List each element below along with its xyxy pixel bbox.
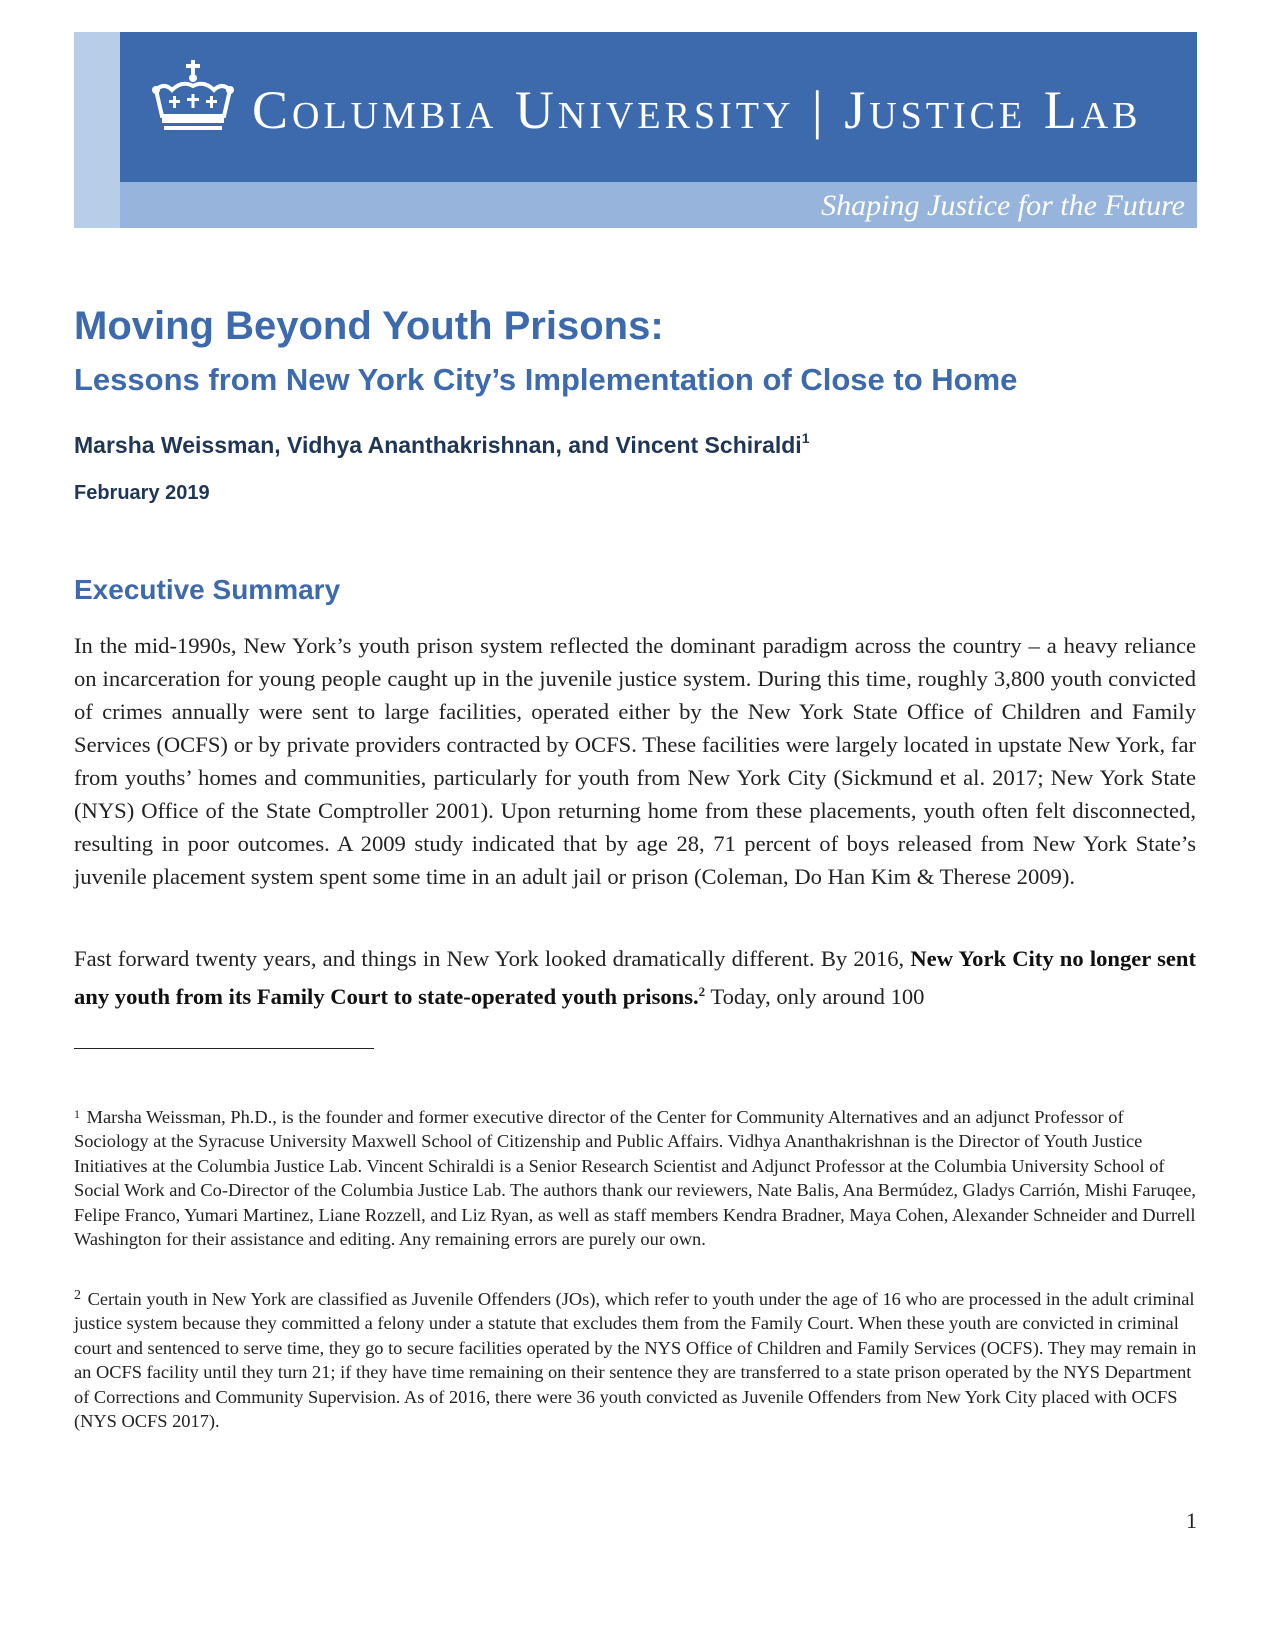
body-paragraph-1: In the mid-1990s, New York’s youth prison system reflected the dominant paradigm across the country – a heavy reliance on incarceration for young people caught up in the juvenile justice system. During this time, roughly 3,800 youth convicted of crimes annually were sent to large facilities, operated either by the New York State Office of Children and Family Services (OCFS) or by private providers contracted by OCFS. These facilities were largely located in upstate New York, far from youths’ homes and communities, particularly for youth from New York City (Sickmund et al. 2017; New York State (NYS) Office of the State Comptroller 2001). Upon returning home from these placements, youth often felt disconnected, resulting in poor outcomes. A 2009 study indicated that by age 28, 71 percent of boys released from New York State’s juvenile placement system spent some time in an adult jail or prison (Coleman, Do Han Kim & Therese 2009). [74, 633, 1196, 889]
footnote-2-number: 2 [74, 1288, 81, 1303]
footnote-ref-1[interactable]: 1 [801, 430, 810, 446]
paragraph2-text-start: Fast forward twenty years, and things in New York looked dramatically different. By 2016, [74, 946, 911, 971]
publication-date: February 2019 [74, 482, 210, 504]
document-title: Moving Beyond Youth Prisons: [74, 304, 664, 348]
footnote-1-number: 1 [74, 1107, 80, 1121]
page-number: 1 [1186, 1508, 1197, 1533]
paragraph2-text-end: Today, only around 100 [705, 984, 925, 1009]
columbia-crown-icon [152, 60, 234, 132]
footnote-1-text: Marsha Weissman, Ph.D., is the founder and former executive director of the Center for Community Alternatives and an adjunct Professor of Sociology at the Syracuse University Maxwell School of Citizenship and Public Affairs. Vidhya Ananthakrishnan is the Director of Youth Justice Initiatives at the Columbia Justice Lab. Vincent Schiraldi is a Senior Research Scientist and Adjunct Professor at the Columbia University School of Social Work and Co-Director of the Columbia Justice Lab. The authors thank our reviewers, Nate Balis, Ana Bermúdez, Gladys Carrión, Mishi Faruqee, Felipe Franco, Yumari Martinez, Liane Rozzell, and Liz Ryan, as well as staff members Kendra Bradner, Maya Cohen, Alexander Schneider and Durrell Washington for their assistance and editing. Any remaining errors are purely our own. [74, 1107, 1196, 1250]
footnote-2 [74, 1284, 1198, 1433]
authors-line [74, 430, 810, 459]
body-paragraph-2 [74, 942, 1196, 1013]
banner-wordmark: Columbia University | Justice Lab [252, 80, 1142, 140]
paragraph2-bold-text: New York City no longer sent any youth from its Family Court to state-operated youth prisons. [74, 946, 1196, 1009]
footnote-ref-2[interactable]: 2 [698, 984, 706, 999]
authors-names: Marsha Weissman, Vidhya Ananthakrishnan, and Vincent Schiraldi [74, 432, 802, 458]
document-subtitle: Lessons from New York City’s Implementation of Close to Home [74, 362, 1018, 397]
banner-tagline: Shaping Justice for the Future [821, 189, 1185, 222]
footnote-2-text: Certain youth in New York are classified as Juvenile Offenders (JOs), which refer to youth under the age of 16 who are processed in the adult criminal justice system because they committed a felony under a statute that excludes them from the Family Court. When these youth are convicted in criminal court and sentenced to serve time, they go to secure facilities operated by the NYS Office of Children and Family Services (OCFS). They may remain in an OCFS facility until they turn 21; if they have time remaining on their sentence they are transferred to a state prison operated by the NYS Department of Corrections and Community Supervision. As of 2016, there were 36 youth convicted as Juvenile Offenders from New York City placed with OCFS (NYS OCFS 2017). [74, 1289, 1197, 1432]
footnote-separator [74, 1048, 374, 1049]
section-heading: Executive Summary [74, 574, 341, 605]
header-banner [74, 32, 1197, 228]
banner-left-strip [74, 32, 120, 228]
footnote-1 [74, 1102, 1198, 1251]
